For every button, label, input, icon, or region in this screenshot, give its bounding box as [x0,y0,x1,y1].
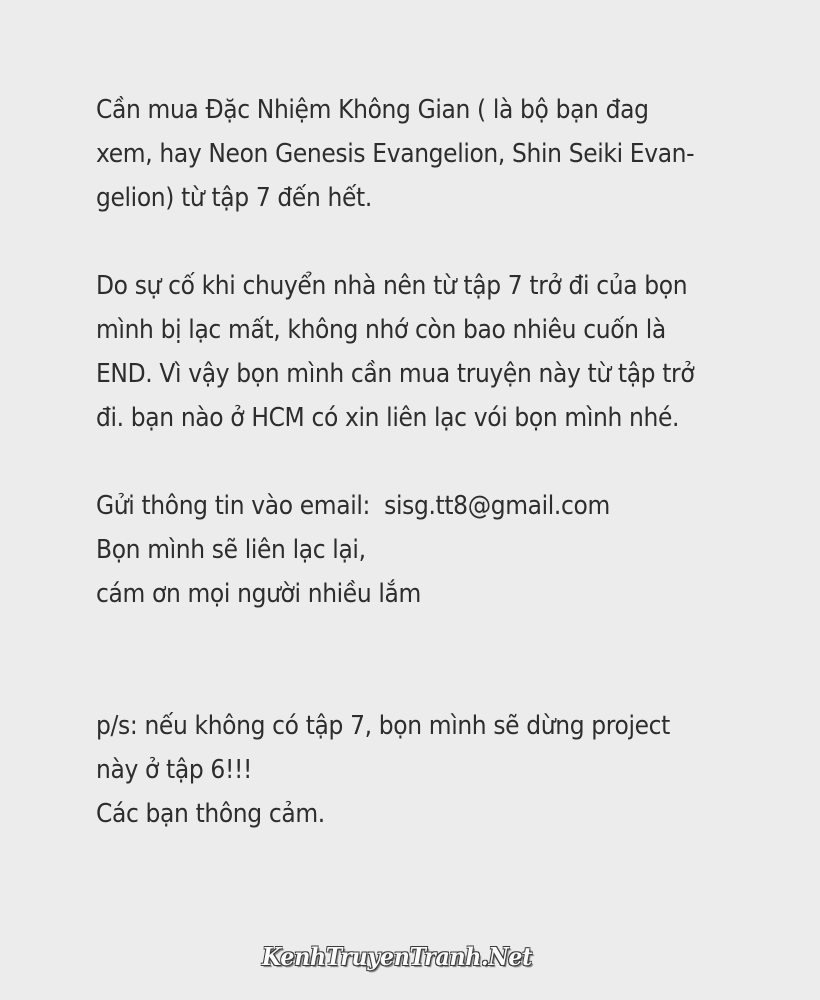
blank-line [96,220,681,264]
watermark-logo: KenhTruyenTranh.Net [262,942,533,971]
blank-line [96,616,681,660]
blank-line [96,660,681,704]
paragraph-1-line-3: gelion) từ tập 7 đến hết. [96,183,372,213]
paragraph-2-line-2: mình bị lạc mất, không nhớ còn bao nhiêu cuốn là [96,315,666,345]
paragraph-2-line-4: đi. bạn nào ở HCM có xin liên lạc vói bọn mình nhé. [96,403,680,433]
paragraph-4-line-3: Các bạn thông cảm. [96,799,325,829]
paragraph-2-line-3: END. Vì vậy bọn mình cần mua truyện này từ tập trở [96,359,695,389]
paragraph-2-line-1: Do sự cố khi chuyển nhà nên từ tập 7 trở đi của bọn [96,271,688,301]
notice-text [96,88,695,836]
paragraph-4-line-1: p/s: nếu không có tập 7, bọn mình sẽ dừng project [96,711,671,741]
paragraph-3-line-3: cám ơn mọi người nhiều lắm [96,579,421,609]
paragraph-4-line-2: này ở tập 6!!! [96,755,253,785]
paragraph-1-line-1: Cần mua Đặc Nhiệm Không Gian ( là bộ bạn đag [96,95,649,125]
paragraph-3-line-2: Bọn mình sẽ liên lạc lại, [96,535,366,565]
paragraph-3-line-1: Gửi thông tin vào email: sisg.tt8@gmail.com [96,491,610,521]
paragraph-1-line-2: xem, hay Neon Genesis Evangelion, Shin Seiki Evan- [96,139,695,169]
blank-line [96,440,681,484]
